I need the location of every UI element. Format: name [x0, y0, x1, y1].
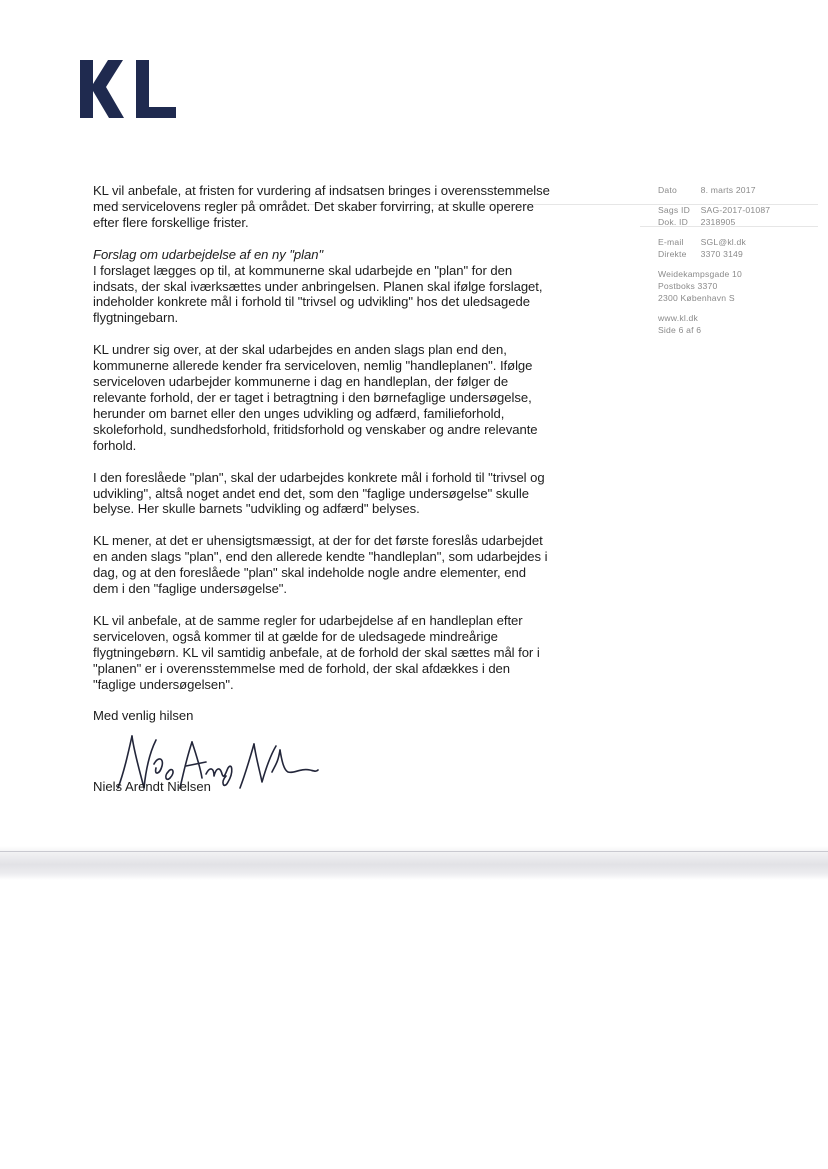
meta-date — [658, 184, 808, 196]
subheading-plan: Forslag om udarbejdelse af en ny "plan" — [93, 246, 324, 262]
meta-dok-label: Dok. ID — [658, 217, 689, 227]
meta-dok-id — [658, 216, 808, 228]
meta-date-group — [658, 184, 808, 196]
paragraph-anbefale: KL vil anbefale, at de samme regler for udarbejdelse af en handleplan efter serviceloven, også kommer til at gælde for de uledsagede mindreårige flygtningebørn. KL vil samtidig anbefale, at de forhold der skal sættes mål for i "planen" er i overensstemmelse med de forhold, der skal afdækkes i den "faglige undersøgelsen". — [93, 612, 540, 692]
letter-body — [93, 183, 551, 724]
meta-address-line-3: 2300 København S — [658, 293, 735, 303]
letter-meta — [658, 184, 808, 344]
meta-email-label: E-mail — [658, 237, 684, 247]
paragraph-forslaget: I forslaget lægges op til, at kommunerne skal udarbejde en "plan" for den indsats, der skal iværksættes under anbringelsen. Planen skal ifølge forslaget, indeholder konkrete mål i forhold til "trivsel og udvikling" hos det uledsagede flygtningebarn. — [93, 262, 543, 326]
paragraph-undrer: KL undrer sig over, at der skal udarbejdes en anden slags plan end den, kommunerne allerede kender fra serviceloven, nemlig "handleplanen". Ifølge serviceloven udarbejder kommunerne i dag en handleplan, der følger de relevante forhold, der er taget i betragtning i den børnefaglige undersøgelse, herunder om barnet eller den unges udvikling og adfærd, familieforhold, skoleforhold, sundhedsforhold, fritidsforhold og venskaber og andre relevante forhold. — [93, 342, 538, 453]
meta-direkte — [658, 248, 808, 260]
kl-logo — [80, 60, 178, 118]
meta-address-line-1: Weidekampsgade 10 — [658, 269, 742, 279]
meta-direkte-value: 3370 3149 — [700, 249, 744, 259]
meta-page-number: Side 6 af 6 — [658, 325, 702, 335]
meta-sags-value: SAG-2017-01087 — [700, 205, 771, 215]
meta-dok-value: 2318905 — [700, 217, 736, 227]
scan-artifact-line — [0, 851, 828, 852]
paragraph-fristen: KL vil anbefale, at fristen for vurdering af indsatsen bringes i overensstemmelse med servicelovens regler på området. Det skaber forvirring, at skulle operere efter flere forskellige frister. — [93, 183, 550, 230]
meta-date-label: Dato — [658, 185, 677, 195]
closing-greeting: Med venlig hilsen — [93, 708, 194, 724]
meta-contact-group — [658, 236, 808, 260]
meta-date-value: 8. marts 2017 — [700, 185, 756, 195]
meta-direkte-label: Direkte — [658, 249, 687, 259]
meta-email-value: SGL@kl.dk — [700, 237, 746, 247]
meta-sags-id — [658, 204, 808, 216]
paragraph-mener: KL mener, at det er uhensigtsmæssigt, at der for det første foreslås udarbejdet en anden slags "plan", end den allerede kendte "handleplan", som udarbejdes i dag, og at den foreslåede "plan" skal indeholde nogle andre elementer, end dem i den "faglige undersøgelse". — [93, 533, 548, 597]
signer-name: Niels Arendt Nielsen — [93, 779, 211, 794]
meta-address-line-2: Postboks 3370 — [658, 281, 718, 291]
meta-address-group — [658, 268, 808, 304]
meta-id-group — [658, 204, 808, 228]
meta-web-group — [658, 312, 808, 336]
kl-logo-mark — [80, 60, 178, 118]
meta-website: www.kl.dk — [658, 313, 699, 323]
meta-sags-label: Sags ID — [658, 205, 690, 215]
paragraph-foreslaaede: I den foreslåede "plan", skal der udarbejdes konkrete mål i forhold til "trivsel og udvikling", altså noget andet end det, som den "faglige undersøgelse" skulle belyse. Her skulle barnets "udvikling og adfærd" belyses. — [93, 469, 545, 517]
meta-email — [658, 236, 808, 248]
